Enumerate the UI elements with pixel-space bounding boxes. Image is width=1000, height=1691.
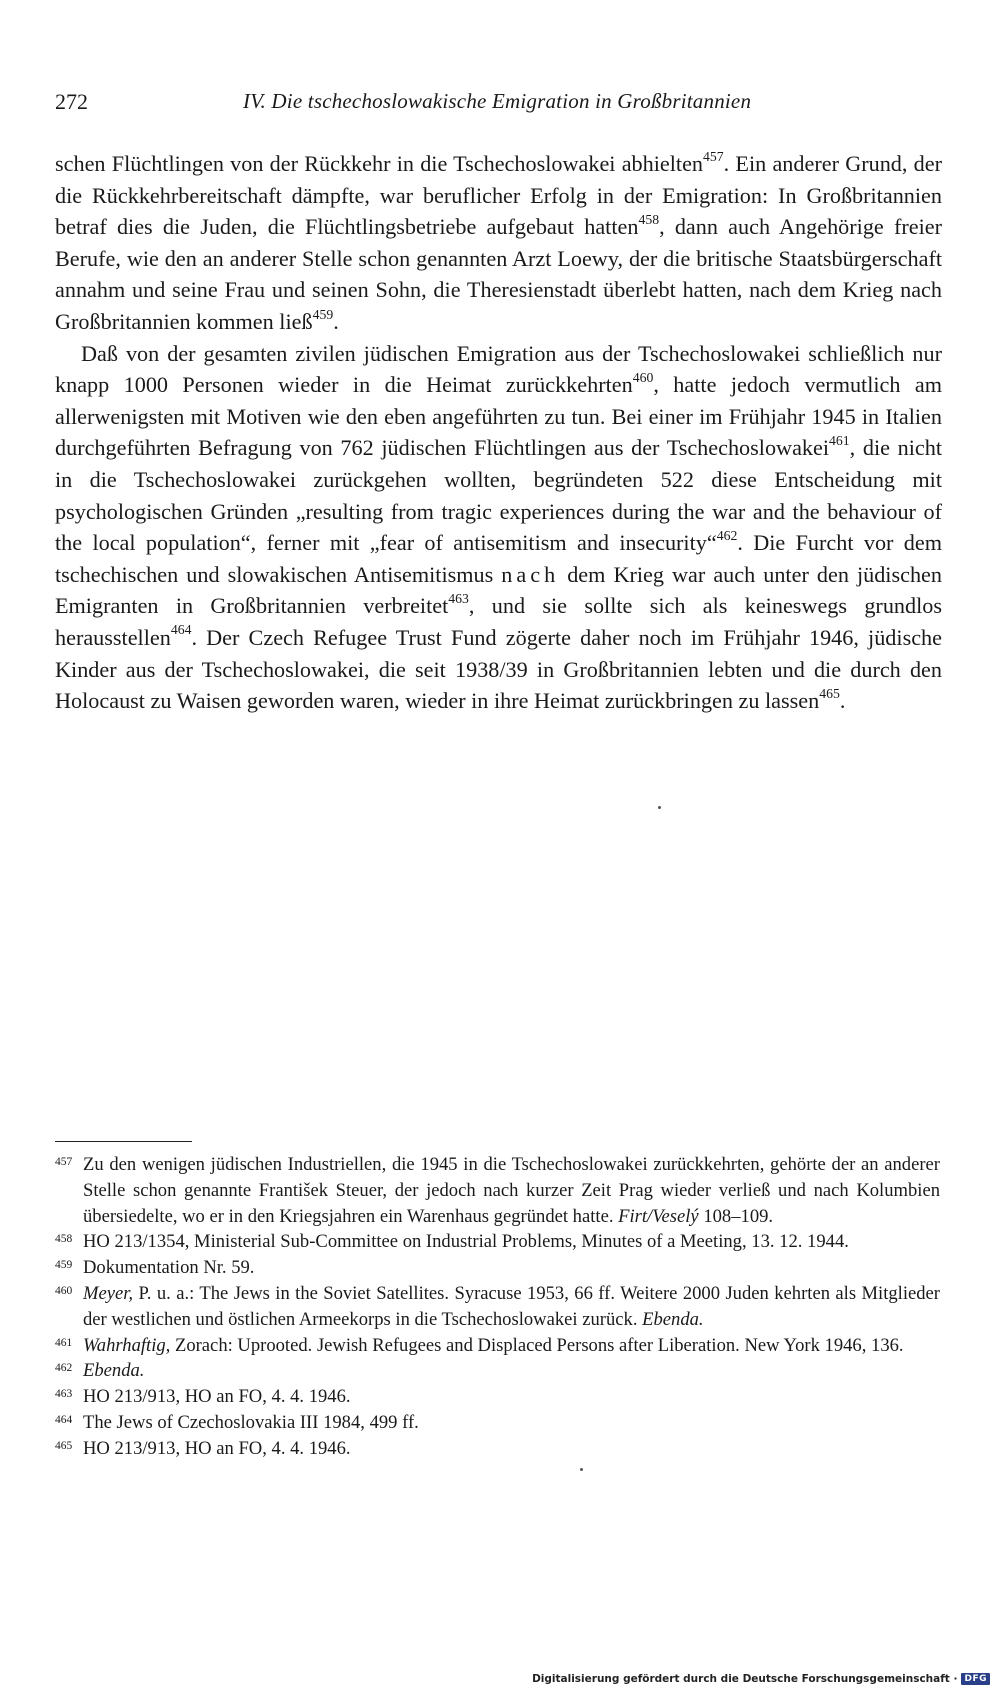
footnote-text: Dokumentation Nr. 59. bbox=[83, 1257, 255, 1279]
text-run: . Die Furcht vor dem tschechischen und slowakischen Antisemitismus bbox=[55, 530, 942, 587]
footnote-ref-462[interactable]: 462 bbox=[716, 527, 738, 543]
footnote-number: 461 bbox=[55, 1336, 73, 1349]
footnote-457 bbox=[55, 1152, 940, 1229]
digitization-notice bbox=[532, 1673, 990, 1685]
main-text bbox=[55, 148, 942, 717]
footnote-number: 458 bbox=[55, 1233, 73, 1246]
footnote-ref-458[interactable]: 458 bbox=[638, 211, 660, 227]
page-number: 272 bbox=[55, 89, 88, 114]
footnote-number: 464 bbox=[55, 1413, 73, 1426]
text-run: . bbox=[333, 308, 339, 334]
digitization-text: Digitalisierung gefördert durch die Deutsche Forschungsgemeinschaft · bbox=[532, 1673, 958, 1685]
text-run: schen Flüchtlingen von der Rückkehr in die Tschechoslowakei abhielten bbox=[55, 151, 704, 176]
text-run: . Ein anderer Grund, der die Rückkehrbereitschaft dämpfte, war beruflicher Erfolg in der Emigration: In Großbritannien betraf dies die Juden, die Flüchtlingsbetriebe aufgebaut hatten bbox=[55, 151, 942, 240]
footnote-number: 460 bbox=[55, 1284, 73, 1297]
text-run: , hatte jedoch vermutlich am allerwenigsten mit Motiven wie den eben angeführten zu tun. Bei einer im Frühjahr 1945 in Italien durchgeführten Befragung von 762 jüdischen Flüchtlingen aus der Tschechoslowakei bbox=[55, 372, 942, 461]
dfg-logo-icon: DFG bbox=[961, 1673, 990, 1685]
text-run: , die nicht in die Tschechoslowakei zurückgehen wollten, begründeten 522 diese Entscheidung mit psychologischen Gründen „resulting from tragic experiences during the war and the behaviour of the local population“, ferner mit „fear of antisemitism and insecurity“ bbox=[55, 435, 942, 556]
footnote-ibid: Ebenda. bbox=[642, 1308, 704, 1330]
speck-mark bbox=[658, 806, 661, 809]
running-title: IV. Die tschechoslowakische Emigration in Großbritannien bbox=[243, 89, 752, 113]
footnote-text: HO 213/913, HO an FO, 4. 4. 1946. bbox=[83, 1437, 351, 1459]
footnote-458 bbox=[55, 1229, 940, 1255]
paragraph-2 bbox=[55, 338, 942, 717]
emphasized-word: nach bbox=[501, 561, 560, 587]
text-run: . Der Czech Refugee Trust Fund zögerte daher noch im Frühjahr 1946, jüdische Kinder aus der Tschechoslowakei, die seit 1938/39 in Großbritannien lebten und die durch den Holocaust zu Waisen geworden waren, wieder in ihre Heimat zurückbringen zu lassen bbox=[55, 624, 942, 714]
footnote-ref-461[interactable]: 461 bbox=[829, 432, 850, 448]
footnote-text: HO 213/913, HO an FO, 4. 4. 1946. bbox=[83, 1386, 351, 1408]
footnote-ref-464[interactable]: 464 bbox=[170, 622, 192, 638]
footnote-author: Wahrhaftig, bbox=[83, 1334, 171, 1356]
speck-mark bbox=[580, 1468, 583, 1471]
footnote-ref-459[interactable]: 459 bbox=[312, 306, 334, 322]
text-run: Daß von der gesamten zivilen jüdischen Emigration aus der Tschechoslowakei schließlich nur knapp 1000 Personen wieder in die Heimat zurückkehrten bbox=[55, 340, 942, 398]
page-header bbox=[55, 89, 945, 123]
footnote-461 bbox=[55, 1333, 940, 1359]
footnote-text: HO 213/1354, Ministerial Sub-Committee on Industrial Problems, Minutes of a Meeting, 13. 12. 1944. bbox=[83, 1231, 849, 1253]
footnote-ibid: Ebenda. bbox=[83, 1360, 145, 1382]
text-run: dem Krieg war auch unter den jüdischen Emigranten in Großbritannien verbreitet bbox=[55, 561, 942, 619]
footnote-number: 457 bbox=[55, 1156, 73, 1168]
footnote-author: Meyer, bbox=[83, 1282, 134, 1304]
footnote-text: P. u. a.: The Jews in the Soviet Satellites. Syracuse 1953, 66 ff. Weitere 2000 Juden kehrten als Mitglieder der westlichen und östlichen Armeekorps in die Tschechoslowakei zurück. bbox=[83, 1282, 940, 1330]
text-run: , dann auch Angehörige freier Berufe, wie den an anderer Stelle schon genannten Arzt Loewy, der die britische Staatsbürgerschaft annahm und seine Frau und seinen Sohn, die Theresienstadt überlebt hatten, nach dem Krieg nach Großbritannien kommen ließ bbox=[55, 214, 942, 334]
footnote-number: 459 bbox=[55, 1259, 73, 1272]
footnote-ref-465[interactable]: 465 bbox=[819, 685, 840, 701]
footnote-separator bbox=[55, 1141, 192, 1142]
footnote-author: Firt/Veselý bbox=[618, 1205, 699, 1227]
footnote-464 bbox=[55, 1410, 940, 1436]
footnote-ref-463[interactable]: 463 bbox=[448, 590, 469, 606]
footnote-ref-457[interactable]: 457 bbox=[703, 148, 724, 164]
footnote-number: 462 bbox=[55, 1362, 73, 1375]
footnote-459 bbox=[55, 1255, 940, 1281]
footnote-460 bbox=[55, 1281, 940, 1333]
footnote-number: 465 bbox=[55, 1439, 73, 1452]
footnote-text: Zorach: Uprooted. Jewish Refugees and Displaced Persons after Liberation. New York 1946, 136. bbox=[170, 1334, 904, 1356]
footnote-465 bbox=[55, 1436, 940, 1462]
footnotes bbox=[55, 1152, 940, 1462]
footnote-text: 108–109. bbox=[698, 1205, 774, 1227]
paragraph-1 bbox=[55, 148, 942, 338]
footnote-462 bbox=[55, 1358, 940, 1384]
text-run: . bbox=[839, 688, 846, 714]
footnote-number: 463 bbox=[55, 1388, 73, 1401]
footnote-463 bbox=[55, 1384, 940, 1410]
text-run: , und sie sollte sich als keineswegs grundlos herausstellen bbox=[55, 593, 942, 650]
footnote-ref-460[interactable]: 460 bbox=[632, 369, 654, 385]
footnote-text: The Jews of Czechoslovakia III 1984, 499 ff. bbox=[83, 1411, 419, 1433]
footnote-text: Zu den wenigen jüdischen Industriellen, die 1945 in die Tschechoslowakei zurückkehrten, gehörte der an anderer Stelle schon genannte František Steuer, der jedoch nach kurzer Zeit Prag wieder verließ und nach Kolumbien übersiedelte, wo er in den Kriegsjahren ein Warenhaus gegründet hatte. bbox=[83, 1154, 940, 1227]
